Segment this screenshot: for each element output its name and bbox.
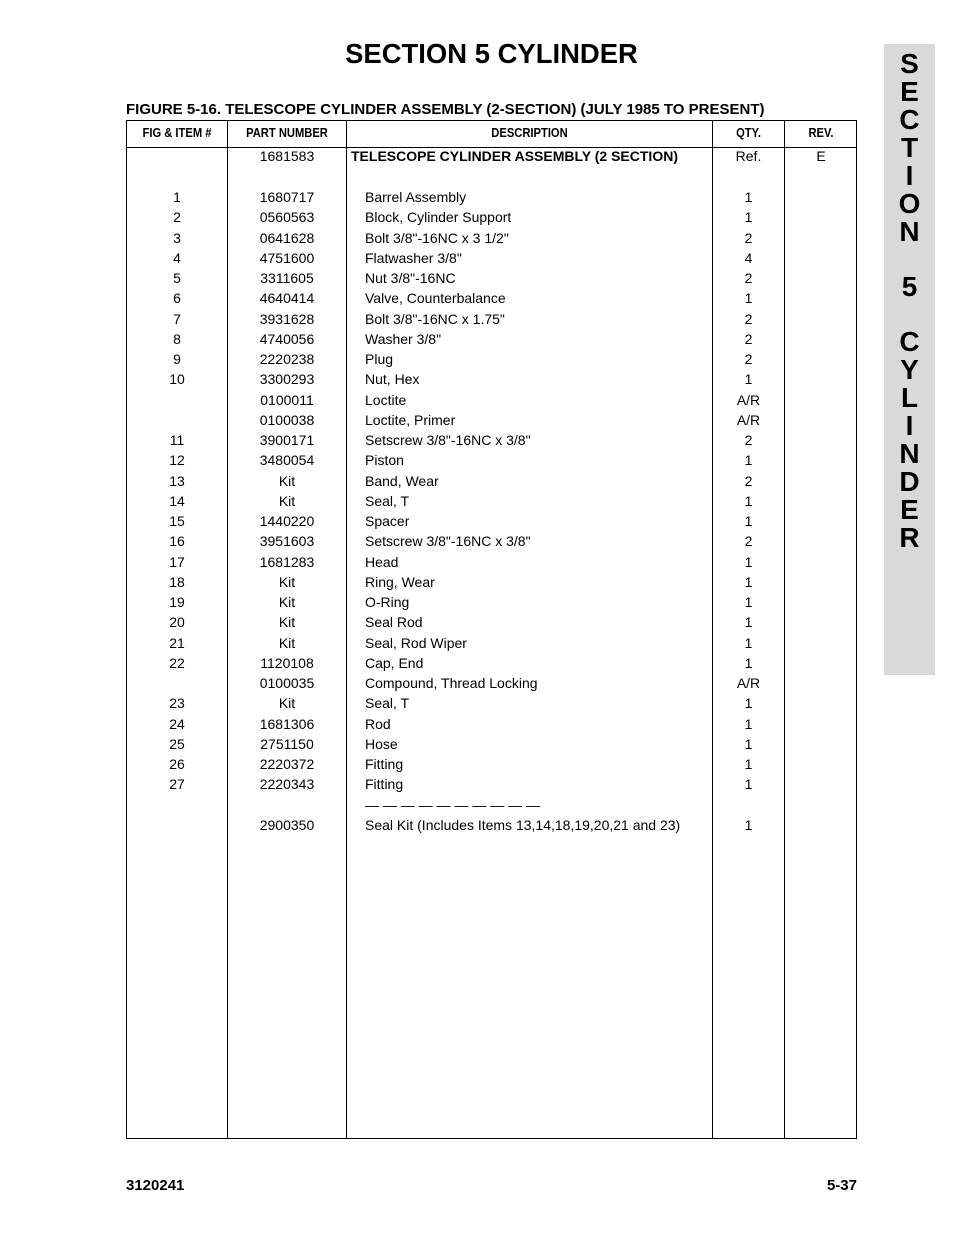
part-number-cell: 3480054 bbox=[259, 452, 315, 469]
description-cell: — — — — — — — — — — bbox=[365, 796, 541, 813]
qty-cell: 1 bbox=[744, 573, 753, 590]
part-number-cell: Kit bbox=[278, 594, 296, 610]
part-number-cell: 0100011 bbox=[260, 391, 314, 408]
table-row bbox=[127, 146, 856, 166]
side-tab-letter: 5 bbox=[901, 271, 918, 302]
description-cell: Loctite bbox=[365, 391, 407, 408]
part-number-cell: 2751150 bbox=[260, 735, 314, 752]
qty-cell: 2 bbox=[744, 330, 753, 347]
fig-item-cell: 9 bbox=[173, 351, 181, 367]
table-row bbox=[127, 714, 856, 734]
description-cell: Plug bbox=[365, 351, 394, 367]
side-tab-letter: C bbox=[899, 104, 920, 135]
description-cell: Head bbox=[365, 553, 399, 570]
side-tab-letter: C bbox=[899, 326, 920, 357]
qty-cell: 1 bbox=[744, 695, 753, 712]
figure-title: FIGURE 5-16. TELESCOPE CYLINDER ASSEMBLY (2-SECTION) (JULY 1985 TO PRESENT) bbox=[126, 101, 765, 118]
fig-item-cell: 13 bbox=[169, 472, 185, 489]
side-tab-letter: E bbox=[900, 76, 919, 107]
table-row bbox=[127, 430, 856, 450]
part-number-cell: Kit bbox=[278, 634, 296, 651]
fig-item-cell: 7 bbox=[173, 310, 181, 327]
table-row bbox=[127, 572, 856, 592]
fig-item-cell: 26 bbox=[169, 756, 185, 772]
document-number: 3120241 bbox=[126, 1177, 185, 1194]
header-rev: REV. bbox=[808, 125, 834, 140]
qty-cell: 1 bbox=[744, 776, 753, 793]
fig-item-cell: 5 bbox=[173, 270, 181, 286]
part-number-cell: 2900350 bbox=[259, 816, 315, 833]
qty-cell: 1 bbox=[744, 189, 753, 205]
table-row bbox=[127, 187, 856, 207]
side-tab-gap bbox=[884, 301, 935, 328]
part-number-cell: 1440220 bbox=[259, 513, 315, 529]
qty-cell: 2 bbox=[744, 351, 753, 367]
qty-cell: A/R bbox=[736, 675, 761, 691]
description-cell: Piston bbox=[365, 452, 404, 469]
description-cell: Seal, Rod Wiper bbox=[365, 634, 467, 651]
description-cell: Nut, Hex bbox=[365, 371, 420, 388]
part-number-cell: 2220372 bbox=[259, 756, 315, 772]
part-number-cell: 1120108 bbox=[260, 654, 314, 671]
qty-cell: 1 bbox=[744, 614, 753, 631]
qty-cell: 4 bbox=[744, 249, 753, 266]
qty-cell: 2 bbox=[744, 270, 753, 286]
fig-item-cell: 12 bbox=[169, 452, 185, 469]
part-number-cell: 2220238 bbox=[259, 351, 315, 367]
description-cell: Seal, T bbox=[365, 695, 410, 712]
table-row bbox=[127, 369, 856, 389]
fig-item-cell: 23 bbox=[169, 695, 185, 712]
fig-item-cell: 6 bbox=[173, 290, 181, 307]
rev-cell: E bbox=[816, 148, 826, 164]
description-cell: Band, Wear bbox=[365, 472, 439, 489]
side-tab-letters bbox=[884, 50, 935, 552]
description-cell: Setscrew 3/8"-16NC x 3/8" bbox=[365, 533, 531, 550]
part-number-cell: Kit bbox=[278, 492, 296, 509]
qty-cell: 1 bbox=[744, 715, 753, 732]
part-number-cell: 0100038 bbox=[259, 411, 315, 428]
part-number-cell: 4640414 bbox=[259, 290, 315, 307]
part-number-cell: 1681306 bbox=[259, 715, 315, 732]
side-tab-letter: E bbox=[900, 494, 919, 525]
description-cell: Seal, T bbox=[365, 492, 410, 509]
header-qty: QTY. bbox=[736, 125, 761, 140]
description-cell: Flatwasher 3/8" bbox=[365, 249, 462, 266]
side-tab-letter: I bbox=[905, 160, 914, 191]
qty-cell: 1 bbox=[744, 290, 753, 307]
description-cell: Block, Cylinder Support bbox=[365, 209, 512, 226]
fig-item-cell: 21 bbox=[169, 634, 185, 651]
fig-item-cell: 17 bbox=[169, 553, 185, 570]
fig-item-cell: 18 bbox=[169, 573, 185, 590]
description-cell: Spacer bbox=[365, 513, 410, 529]
header-description: DESCRIPTION bbox=[491, 125, 568, 140]
description-cell: Compound, Thread Locking bbox=[365, 675, 538, 691]
side-tab-letter: L bbox=[900, 382, 919, 413]
fig-item-cell: 25 bbox=[169, 735, 185, 752]
fig-item-cell: 8 bbox=[173, 330, 181, 347]
qty-cell: 1 bbox=[744, 492, 753, 509]
part-number-cell: Kit bbox=[278, 573, 296, 590]
table-row bbox=[127, 734, 856, 754]
fig-item-cell: 22 bbox=[169, 654, 185, 671]
section-side-tab bbox=[884, 44, 935, 675]
description-cell: Nut 3/8"-16NC bbox=[365, 270, 456, 286]
side-tab-letter: T bbox=[900, 132, 919, 163]
fig-item-cell: 20 bbox=[169, 614, 185, 631]
table-row bbox=[127, 612, 856, 632]
qty-cell: 2 bbox=[744, 310, 753, 327]
table-row bbox=[127, 410, 856, 430]
part-number-cell: 4740056 bbox=[259, 330, 315, 347]
table-row bbox=[127, 592, 856, 612]
qty-cell: 1 bbox=[744, 816, 753, 833]
table-row bbox=[127, 653, 856, 673]
description-cell: Ring, Wear bbox=[365, 573, 435, 590]
table-row bbox=[127, 552, 856, 572]
side-tab-letter: Y bbox=[900, 354, 919, 385]
table-row bbox=[127, 228, 856, 248]
qty-cell: 1 bbox=[744, 756, 753, 772]
part-number-cell: 4751600 bbox=[259, 249, 315, 266]
qty-cell: A/R bbox=[736, 411, 761, 428]
table-row bbox=[127, 471, 856, 491]
part-number-cell: Kit bbox=[278, 472, 296, 489]
table-row bbox=[127, 207, 856, 227]
part-number-cell: 3931628 bbox=[259, 310, 315, 327]
table-row bbox=[127, 450, 856, 470]
qty-cell: Ref. bbox=[735, 148, 762, 164]
description-cell: Bolt 3/8"-16NC x 1.75" bbox=[365, 310, 505, 327]
fig-item-cell: 1 bbox=[173, 189, 181, 205]
qty-cell: 2 bbox=[744, 472, 753, 489]
qty-cell: A/R bbox=[736, 391, 761, 408]
description-cell: Hose bbox=[365, 735, 398, 752]
table-row bbox=[127, 815, 856, 835]
qty-cell: 1 bbox=[744, 654, 753, 671]
description-cell: Barrel Assembly bbox=[365, 189, 467, 205]
qty-cell: 1 bbox=[744, 371, 753, 388]
table-row bbox=[127, 795, 856, 815]
description-cell: Fitting bbox=[365, 756, 404, 772]
table-row bbox=[127, 754, 856, 774]
side-tab-letter: S bbox=[900, 48, 919, 79]
part-number-cell: 1681583 bbox=[259, 148, 315, 164]
header-fig-item: FIG & ITEM # bbox=[142, 125, 212, 140]
part-number-cell: 3300293 bbox=[259, 371, 315, 388]
description-cell: O-Ring bbox=[365, 594, 410, 610]
part-number-cell: 3951603 bbox=[259, 533, 315, 550]
fig-item-cell: 16 bbox=[169, 533, 185, 550]
table-row bbox=[127, 511, 856, 531]
description-cell: Rod bbox=[365, 715, 391, 732]
description-cell: Loctite, Primer bbox=[365, 411, 456, 428]
fig-item-cell: 24 bbox=[169, 715, 185, 732]
table-row bbox=[127, 531, 856, 551]
description-cell: Washer 3/8" bbox=[365, 330, 442, 347]
description-cell: Seal Rod bbox=[365, 614, 423, 631]
qty-cell: 1 bbox=[744, 513, 753, 529]
description-cell: Setscrew 3/8"-16NC x 3/8" bbox=[365, 432, 531, 448]
part-number-cell: 3311605 bbox=[260, 270, 314, 286]
side-tab-letter: R bbox=[899, 522, 920, 553]
part-number-cell: Kit bbox=[278, 614, 296, 631]
table-row bbox=[127, 288, 856, 308]
section-title: SECTION 5 CYLINDER bbox=[345, 38, 638, 69]
page-number: 5-37 bbox=[826, 1177, 857, 1194]
description-cell: Seal Kit (Includes Items 13,14,18,19,20,21 and 23) bbox=[365, 816, 681, 833]
table-row bbox=[127, 390, 856, 410]
description-cell: Cap, End bbox=[365, 654, 424, 671]
table-row bbox=[127, 329, 856, 349]
description-cell: Fitting bbox=[365, 776, 404, 793]
table-row bbox=[127, 633, 856, 653]
description-cell: Bolt 3/8"-16NC x 3 1/2" bbox=[365, 229, 509, 246]
description-cell: TELESCOPE CYLINDER ASSEMBLY (2 SECTION) bbox=[351, 148, 678, 164]
qty-cell: 1 bbox=[744, 553, 753, 570]
part-number-cell: 0100035 bbox=[259, 675, 315, 691]
fig-item-cell: 15 bbox=[169, 513, 185, 529]
fig-item-cell: 10 bbox=[169, 371, 185, 388]
fig-item-cell: 4 bbox=[173, 249, 181, 266]
fig-item-cell: 2 bbox=[173, 209, 181, 226]
qty-cell: 2 bbox=[744, 432, 753, 448]
fig-item-cell: 27 bbox=[169, 776, 185, 793]
part-number-cell: 0560563 bbox=[259, 209, 315, 226]
part-number-cell: 1680717 bbox=[259, 189, 315, 205]
part-number-cell: 3900171 bbox=[259, 432, 315, 448]
fig-item-cell: 14 bbox=[169, 492, 185, 509]
table-row bbox=[127, 693, 856, 713]
part-number-cell: 2220343 bbox=[259, 776, 315, 793]
qty-cell: 2 bbox=[744, 229, 753, 246]
side-tab-letter: I bbox=[905, 410, 914, 441]
qty-cell: 1 bbox=[744, 735, 753, 752]
side-tab-letter: D bbox=[899, 466, 920, 497]
side-tab-gap bbox=[884, 246, 935, 273]
table-row bbox=[127, 491, 856, 511]
table-row bbox=[127, 268, 856, 288]
qty-cell: 1 bbox=[744, 452, 753, 469]
side-tab-letter: N bbox=[899, 438, 920, 469]
side-tab-letter: O bbox=[898, 188, 921, 219]
qty-cell: 2 bbox=[744, 533, 753, 550]
fig-item-cell: 3 bbox=[173, 229, 181, 246]
fig-item-cell: 19 bbox=[169, 594, 185, 610]
part-number-cell: Kit bbox=[278, 695, 296, 712]
description-cell: Valve, Counterbalance bbox=[365, 290, 506, 307]
qty-cell: 1 bbox=[744, 634, 753, 651]
table-row bbox=[127, 309, 856, 329]
fig-item-cell: 11 bbox=[169, 432, 185, 448]
table-row bbox=[127, 774, 856, 794]
side-tab-letter: N bbox=[899, 216, 920, 247]
qty-cell: 1 bbox=[744, 594, 753, 610]
header-part-number: PART NUMBER bbox=[246, 125, 328, 140]
parts-table bbox=[126, 120, 857, 1139]
part-number-cell: 1681283 bbox=[259, 553, 315, 570]
table-row bbox=[127, 673, 856, 693]
qty-cell: 1 bbox=[744, 209, 753, 226]
part-number-cell: 0641628 bbox=[259, 229, 315, 246]
table-row bbox=[127, 349, 856, 369]
table-row bbox=[127, 248, 856, 268]
